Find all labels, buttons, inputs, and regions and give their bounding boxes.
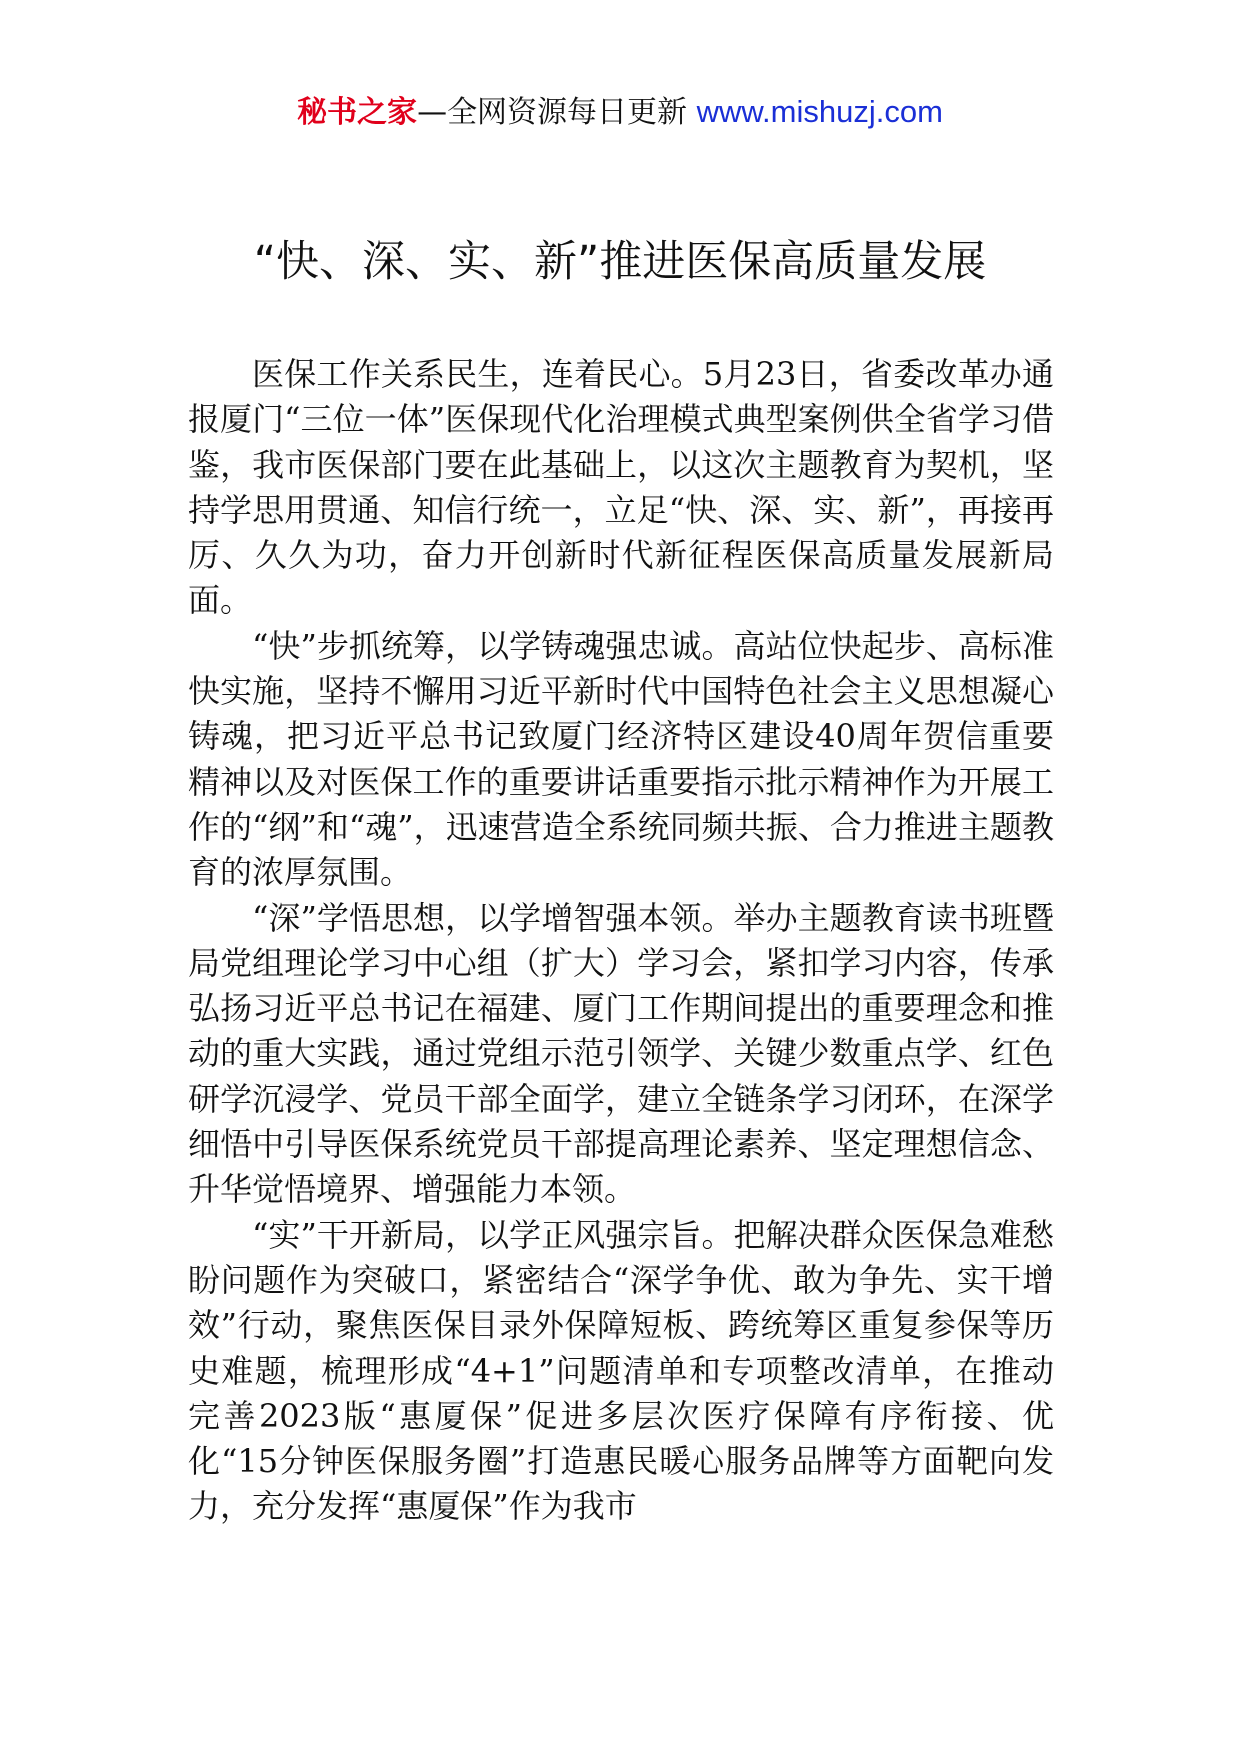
site-header bbox=[0, 92, 1240, 133]
paragraph-intro: 医保工作关系民生，连着民心。5月23日，省委改革办通报厦门“三位一体”医保现代化治理模式典型案例供全省学习借鉴，我市医保部门要在此基础上，以这次主题教育为契机，坚持学思用贯通、知信行统一，立足“快、深、实、新”，再接再厉、久久为功，奋力开创新时代新征程医保高质量发展新局面。 bbox=[188, 355, 1054, 620]
paragraph-shi: “实”干开新局，以学正风强宗旨。把解决群众医保急难愁盼问题作为突破口，紧密结合“深学争优、敢为争先、实干增效”行动，聚焦医保目录外保障短板、跨统筹区重复参保等历史难题，梳理形成“4+1”问题清单和专项整改清单，在推动完善2023版“惠厦保”促进多层次医疗保障有序衔接、优化“15分钟医保服务圈”打造惠民暖心服务品牌等方面靶向发力，充分发挥“惠厦保”作为我市 bbox=[188, 1215, 1054, 1526]
site-tagline: —全网资源每日更新 bbox=[417, 95, 697, 130]
document-body bbox=[188, 352, 1054, 1530]
document-title: “快、深、实、新”推进医保高质量发展 bbox=[253, 237, 987, 287]
site-url-link[interactable]: www.mishuzj.com bbox=[696, 94, 943, 129]
site-brand: 秘书之家 bbox=[297, 95, 418, 130]
paragraph-shen: “深”学悟思想，以学增智强本领。举办主题教育读书班暨局党组理论学习中心组（扩大）学习会，紧扣学习内容，传承弘扬习近平总书记在福建、厦门工作期间提出的重要理念和推动的重大实践，通过党组示范引领学、关键少数重点学、红色研学沉浸学、党员干部全面学，建立全链条学习闭环，在深学细悟中引导医保系统党员干部提高理论素养、坚定理想信念、升华觉悟境界、增强能力本领。 bbox=[188, 898, 1054, 1209]
paragraph-kuai: “快”步抓统筹，以学铸魂强忠诚。高站位快起步、高标准快实施，坚持不懈用习近平新时代中国特色社会主义思想凝心铸魂，把习近平总书记致厦门经济特区建设40周年贺信重要精神以及对医保工作的重要讲话重要指示批示精神作为开展工作的“纲”和“魂”，迅速营造全系统同频共振、合力推进主题教育的浓厚氛围。 bbox=[188, 626, 1054, 892]
